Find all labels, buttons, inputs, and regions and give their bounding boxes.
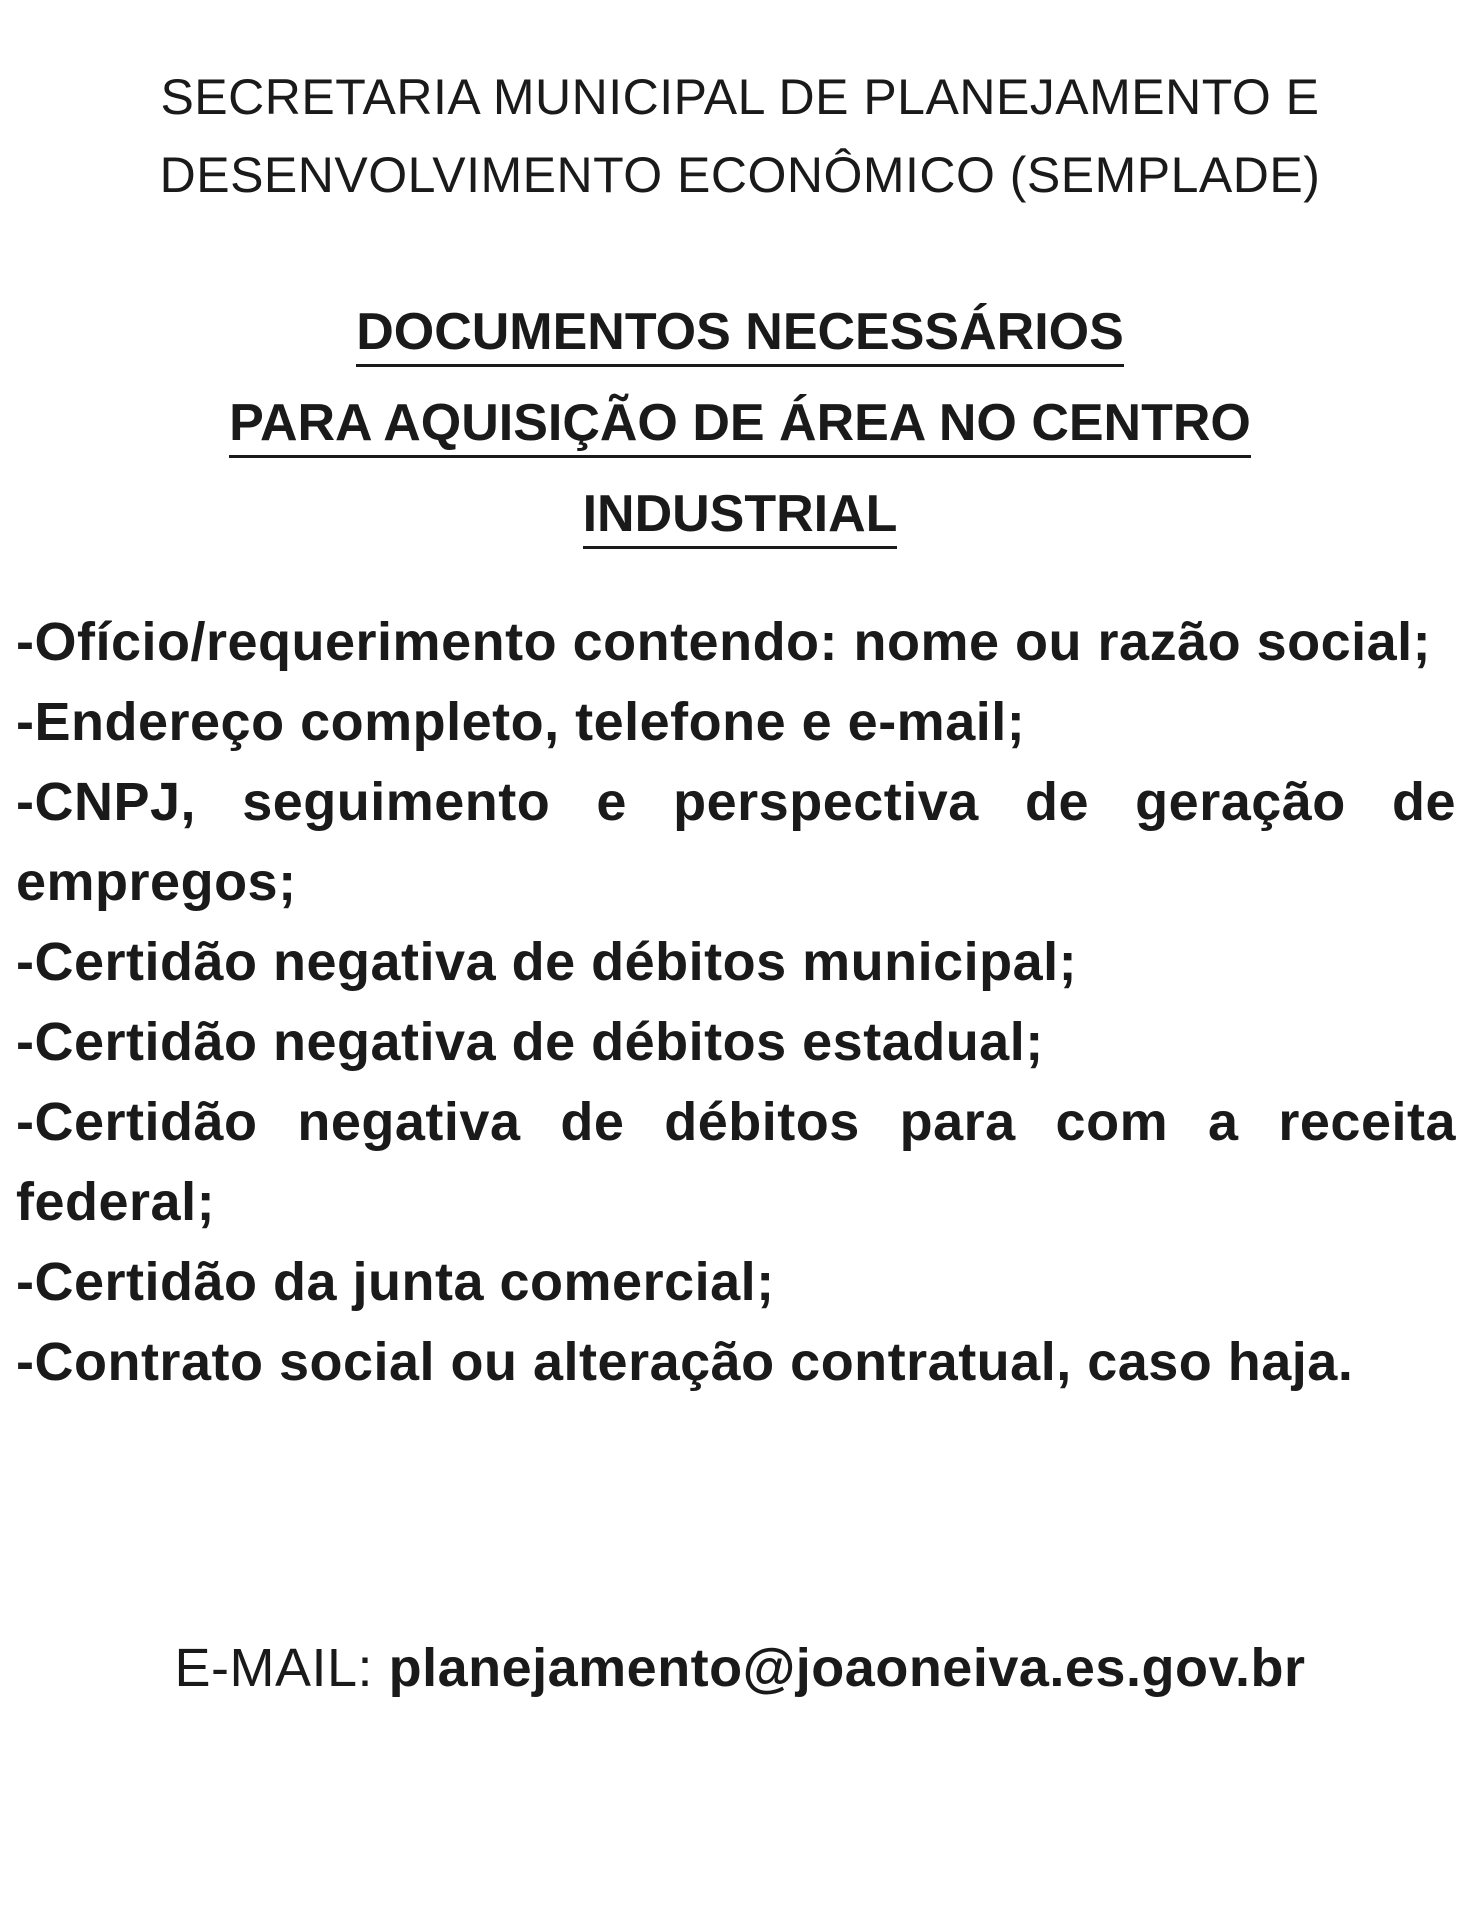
organization-title-line-2: DESENVOLVIMENTO ECONÔMICO (SEMPLADE) [159,147,1321,203]
document-heading-line-1: DOCUMENTOS NECESSÁRIOS [356,300,1124,367]
contact-email-label: E-MAIL: [174,1638,374,1698]
requirement-item: -Certidão negativa de débitos estadual; [16,1012,1044,1072]
document-heading-line-3: INDUSTRIAL [583,482,898,549]
requirement-item: -CNPJ, seguimento e perspectiva de geração de empregos; [16,772,1456,912]
requirements-list [16,602,1456,1402]
contact-email-address[interactable]: planejamento@joaoneiva.es.gov.br [388,1638,1306,1698]
requirement-item: -Endereço completo, telefone e e-mail; [16,692,1026,752]
organization-title-line-1: SECRETARIA MUNICIPAL DE PLANEJAMENTO E [160,69,1320,125]
document-heading-line-2: PARA AQUISIÇÃO DE ÁREA NO CENTRO [229,391,1251,458]
requirement-item: -Contrato social ou alteração contratual, caso haja. [16,1332,1354,1392]
requirement-item: -Ofício/requerimento contendo: nome ou razão social; [16,612,1432,672]
requirement-item: -Certidão da junta comercial; [16,1252,775,1312]
organization-title [24,58,1456,214]
contact-email-line [24,1628,1456,1708]
requirement-item: -Certidão negativa de débitos municipal; [16,932,1078,992]
requirement-item: -Certidão negativa de débitos para com a receita federal; [16,1092,1456,1232]
document-heading [24,292,1456,565]
